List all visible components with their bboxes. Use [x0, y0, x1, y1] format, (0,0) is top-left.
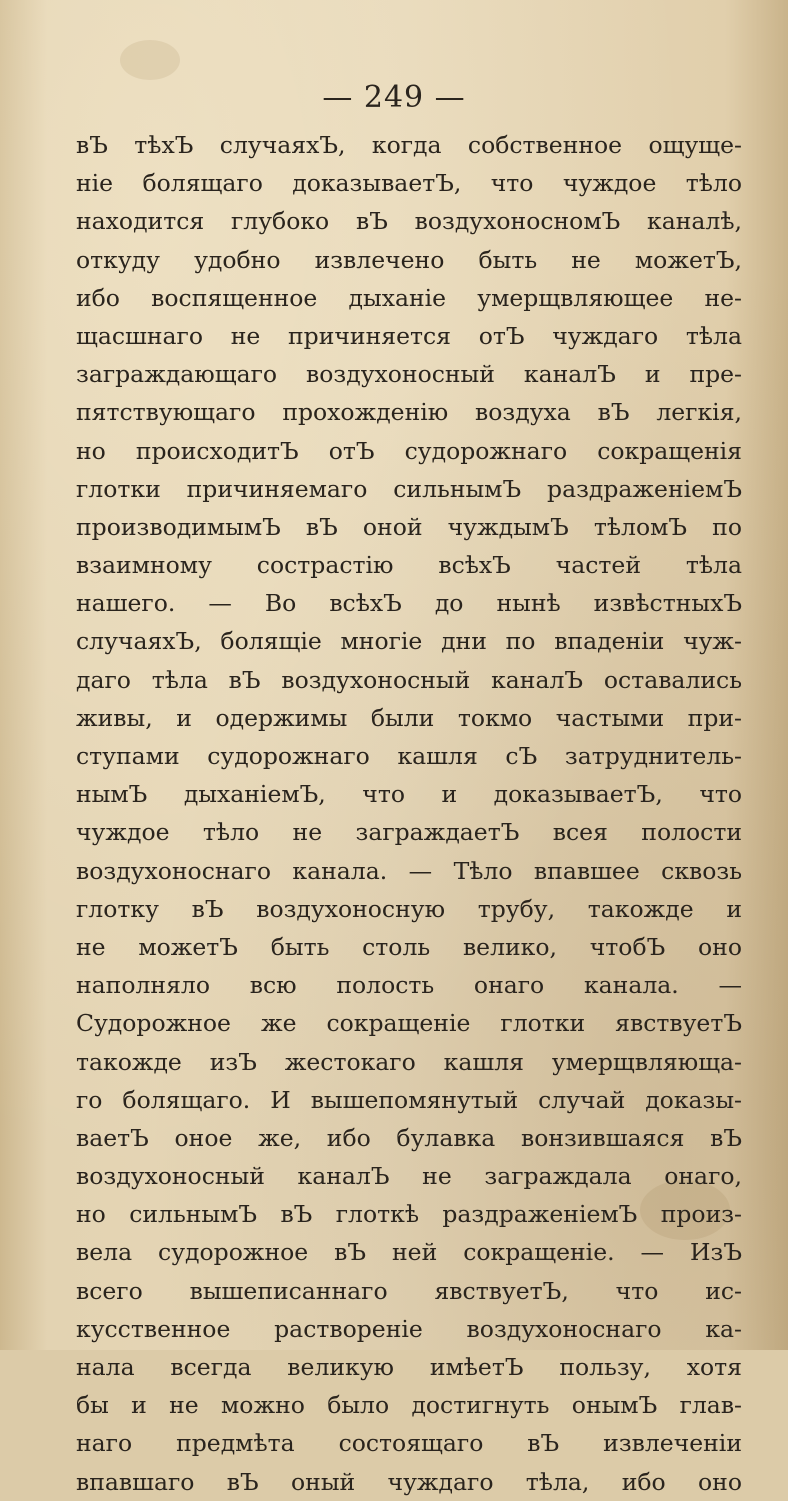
text-line: но происходитЪ отЪ судорожнаго сокращенія	[76, 436, 742, 465]
text-line: наго предмѣта состоящаго вЪ извлеченіи	[76, 1429, 742, 1458]
text-line: но сильнымЪ вЪ глоткѣ раздраженіемЪ произ-	[76, 1200, 742, 1229]
text-line: ваетЪ оное же, ибо булавка вонзившаяся вЪ	[76, 1123, 742, 1152]
text-line: наполняло всю полость онаго канала. —	[76, 971, 742, 1000]
text-line: производимымЪ вЪ оной чуждымЪ тѣломЪ по	[76, 512, 742, 541]
text-line: кусственное раствореніе воздухоноснаго ка-	[76, 1314, 742, 1343]
text-line: глотку вЪ воздухоносную трубу, такожде и	[76, 894, 742, 923]
paper-stain	[120, 40, 180, 80]
text-line: ступами судорожнаго кашля сЪ затруднитель-	[76, 742, 742, 770]
body-text	[76, 126, 742, 1501]
text-line: случаяхЪ, болящіе многіе дни по впаденіи чуж-	[76, 627, 742, 656]
text-line: воздухоносный каналЪ не заграждала онаго,	[76, 1162, 742, 1191]
text-line: нала всегда великую имѣетЪ пользу, хотя	[76, 1353, 742, 1381]
text-line: нымЪ дыханіемЪ, что и доказываетЪ, что	[76, 780, 742, 809]
text-line: го болящаго. И вышепомянутый случай доказы-	[76, 1085, 742, 1114]
text-line: взаимному сострастію всѣхЪ частей тѣла	[76, 551, 742, 580]
text-line: заграждающаго воздухоносный каналЪ и пре-	[76, 360, 742, 389]
text-line: щасшнаго не причиняется отЪ чуждаго тѣла	[76, 321, 742, 350]
text-line: всего вышеписаннаго явствуетЪ, что ис-	[76, 1276, 742, 1305]
text-line: живы, и одержимы были токмо частыми при-	[76, 703, 742, 732]
text-line: не можетЪ быть столь велико, чтобЪ оно	[76, 932, 742, 961]
text-line: ніе болящаго доказываетЪ, что чуждое тѣло	[76, 169, 742, 198]
text-line: находится глубоко вЪ воздухоносномЪ каналѣ,	[76, 207, 742, 236]
text-line: такожде изЪ жестокаго кашля умерщвляюща-	[76, 1047, 742, 1076]
text-line: чуждое тѣло не заграждаетЪ всея полости	[76, 818, 742, 847]
text-line: глотки причиняемаго сильнымЪ раздраженіемЪ	[76, 474, 742, 503]
text-line: воздухоноснаго канала. — Тѣло впавшее сквозь	[76, 856, 742, 885]
text-line: впавшаго вЪ оный чуждаго тѣла, ибо оно	[76, 1467, 742, 1496]
text-line: ибо воспященное дыханіе умерщвляющее не-	[76, 283, 742, 312]
text-line: даго тѣла вЪ воздухоносный каналЪ оставались	[76, 665, 742, 694]
text-line: бы и не можно было достигнуть онымЪ глав-	[76, 1391, 742, 1420]
text-line: Судорожное же сокращеніе глотки явствуетЪ	[76, 1009, 742, 1038]
page-number: — 249 —	[322, 80, 466, 115]
text-line: вела судорожное вЪ ней сокращеніе. — ИзЪ	[76, 1238, 742, 1267]
text-line: нашего. — Во всѣхЪ до нынѣ извѣстныхЪ	[76, 589, 742, 618]
text-line: откуду удобно извлечено быть не можетЪ,	[76, 245, 742, 274]
text-line: пятствующаго прохожденію воздуха вЪ легкія,	[76, 398, 742, 427]
text-line: вЪ тѣхЪ случаяхЪ, когда собственное ощуще-	[76, 131, 742, 159]
